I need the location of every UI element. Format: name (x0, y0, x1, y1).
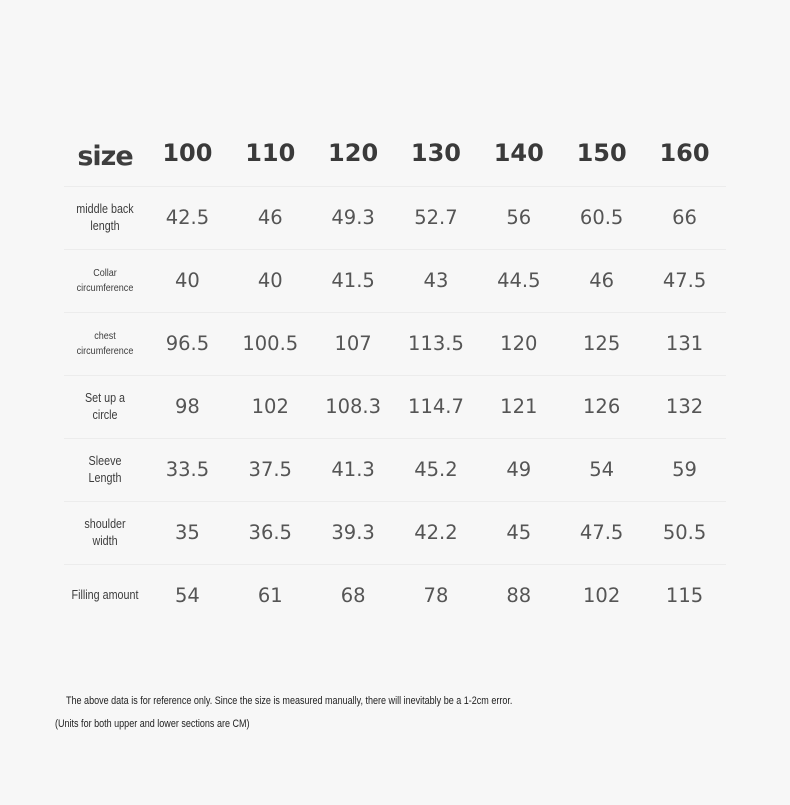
table-cell: 40 (146, 249, 229, 312)
table-cell: 54 (560, 438, 643, 501)
table-cell: 39.3 (312, 501, 395, 564)
table-cell: 42.5 (146, 186, 229, 249)
table-cell: 54 (146, 564, 229, 627)
size-column-header: 150 (576, 138, 627, 167)
table-cell: 113.5 (395, 312, 478, 375)
table-row (64, 438, 726, 501)
table-cell: 120 (477, 312, 560, 375)
table-row (64, 501, 726, 564)
table-cell: 78 (395, 564, 478, 627)
table-cell: 125 (560, 312, 643, 375)
table-cell: 41.5 (312, 249, 395, 312)
table-cell: 46 (560, 249, 643, 312)
table-cell: 96.5 (146, 312, 229, 375)
size-table-body (64, 186, 726, 627)
table-cell: 132 (643, 375, 726, 438)
table-cell: 36.5 (229, 501, 312, 564)
table-cell: 100.5 (229, 312, 312, 375)
row-label: shoulder width (70, 501, 141, 564)
units-note: (Units for both upper and lower sections are CM) (55, 718, 250, 730)
table-cell: 126 (560, 375, 643, 438)
table-cell: 107 (312, 312, 395, 375)
table-cell: 114.7 (395, 375, 478, 438)
size-column-header: 110 (245, 138, 296, 167)
table-cell: 47.5 (643, 249, 726, 312)
table-cell: 102 (229, 375, 312, 438)
size-chart-table (64, 120, 726, 627)
table-cell: 52.7 (395, 186, 478, 249)
table-row (64, 564, 726, 627)
table-cell: 108.3 (312, 375, 395, 438)
table-row (64, 186, 726, 249)
size-corner-label: size (77, 141, 133, 173)
table-cell: 49 (477, 438, 560, 501)
table-cell: 35 (146, 501, 229, 564)
size-column-header: 130 (410, 138, 461, 167)
size-column-header: 160 (659, 138, 710, 167)
row-label: Filling amount (70, 564, 141, 627)
table-cell: 33.5 (146, 438, 229, 501)
table-cell: 46 (229, 186, 312, 249)
table-cell: 40 (229, 249, 312, 312)
size-header-row (64, 120, 726, 186)
row-label: Sleeve Length (70, 438, 141, 501)
table-cell: 131 (643, 312, 726, 375)
table-cell: 68 (312, 564, 395, 627)
table-cell: 66 (643, 186, 726, 249)
size-column-header: 100 (162, 138, 213, 167)
row-label: Set up a circle (70, 375, 141, 438)
table-cell: 56 (477, 186, 560, 249)
row-label: Collar circumference (70, 249, 141, 312)
row-label: chest circumference (70, 312, 141, 375)
table-cell: 61 (229, 564, 312, 627)
size-column-header: 120 (328, 138, 379, 167)
disclaimer-note: The above data is for reference only. Since the size is measured manually, there will inevitably be a 1-2cm error. (66, 695, 513, 707)
row-label: middle back length (70, 186, 141, 249)
table-cell: 44.5 (477, 249, 560, 312)
table-cell: 121 (477, 375, 560, 438)
table-cell: 98 (146, 375, 229, 438)
table-cell: 115 (643, 564, 726, 627)
table-cell: 41.3 (312, 438, 395, 501)
table-cell: 102 (560, 564, 643, 627)
size-column-header: 140 (493, 138, 544, 167)
table-cell: 45.2 (395, 438, 478, 501)
table-cell: 59 (643, 438, 726, 501)
table-row (64, 312, 726, 375)
table-cell: 37.5 (229, 438, 312, 501)
table-row (64, 375, 726, 438)
table-cell: 45 (477, 501, 560, 564)
table-cell: 88 (477, 564, 560, 627)
table-cell: 60.5 (560, 186, 643, 249)
table-cell: 42.2 (395, 501, 478, 564)
table-cell: 49.3 (312, 186, 395, 249)
table-cell: 50.5 (643, 501, 726, 564)
table-cell: 47.5 (560, 501, 643, 564)
table-cell: 43 (395, 249, 478, 312)
table-row (64, 249, 726, 312)
